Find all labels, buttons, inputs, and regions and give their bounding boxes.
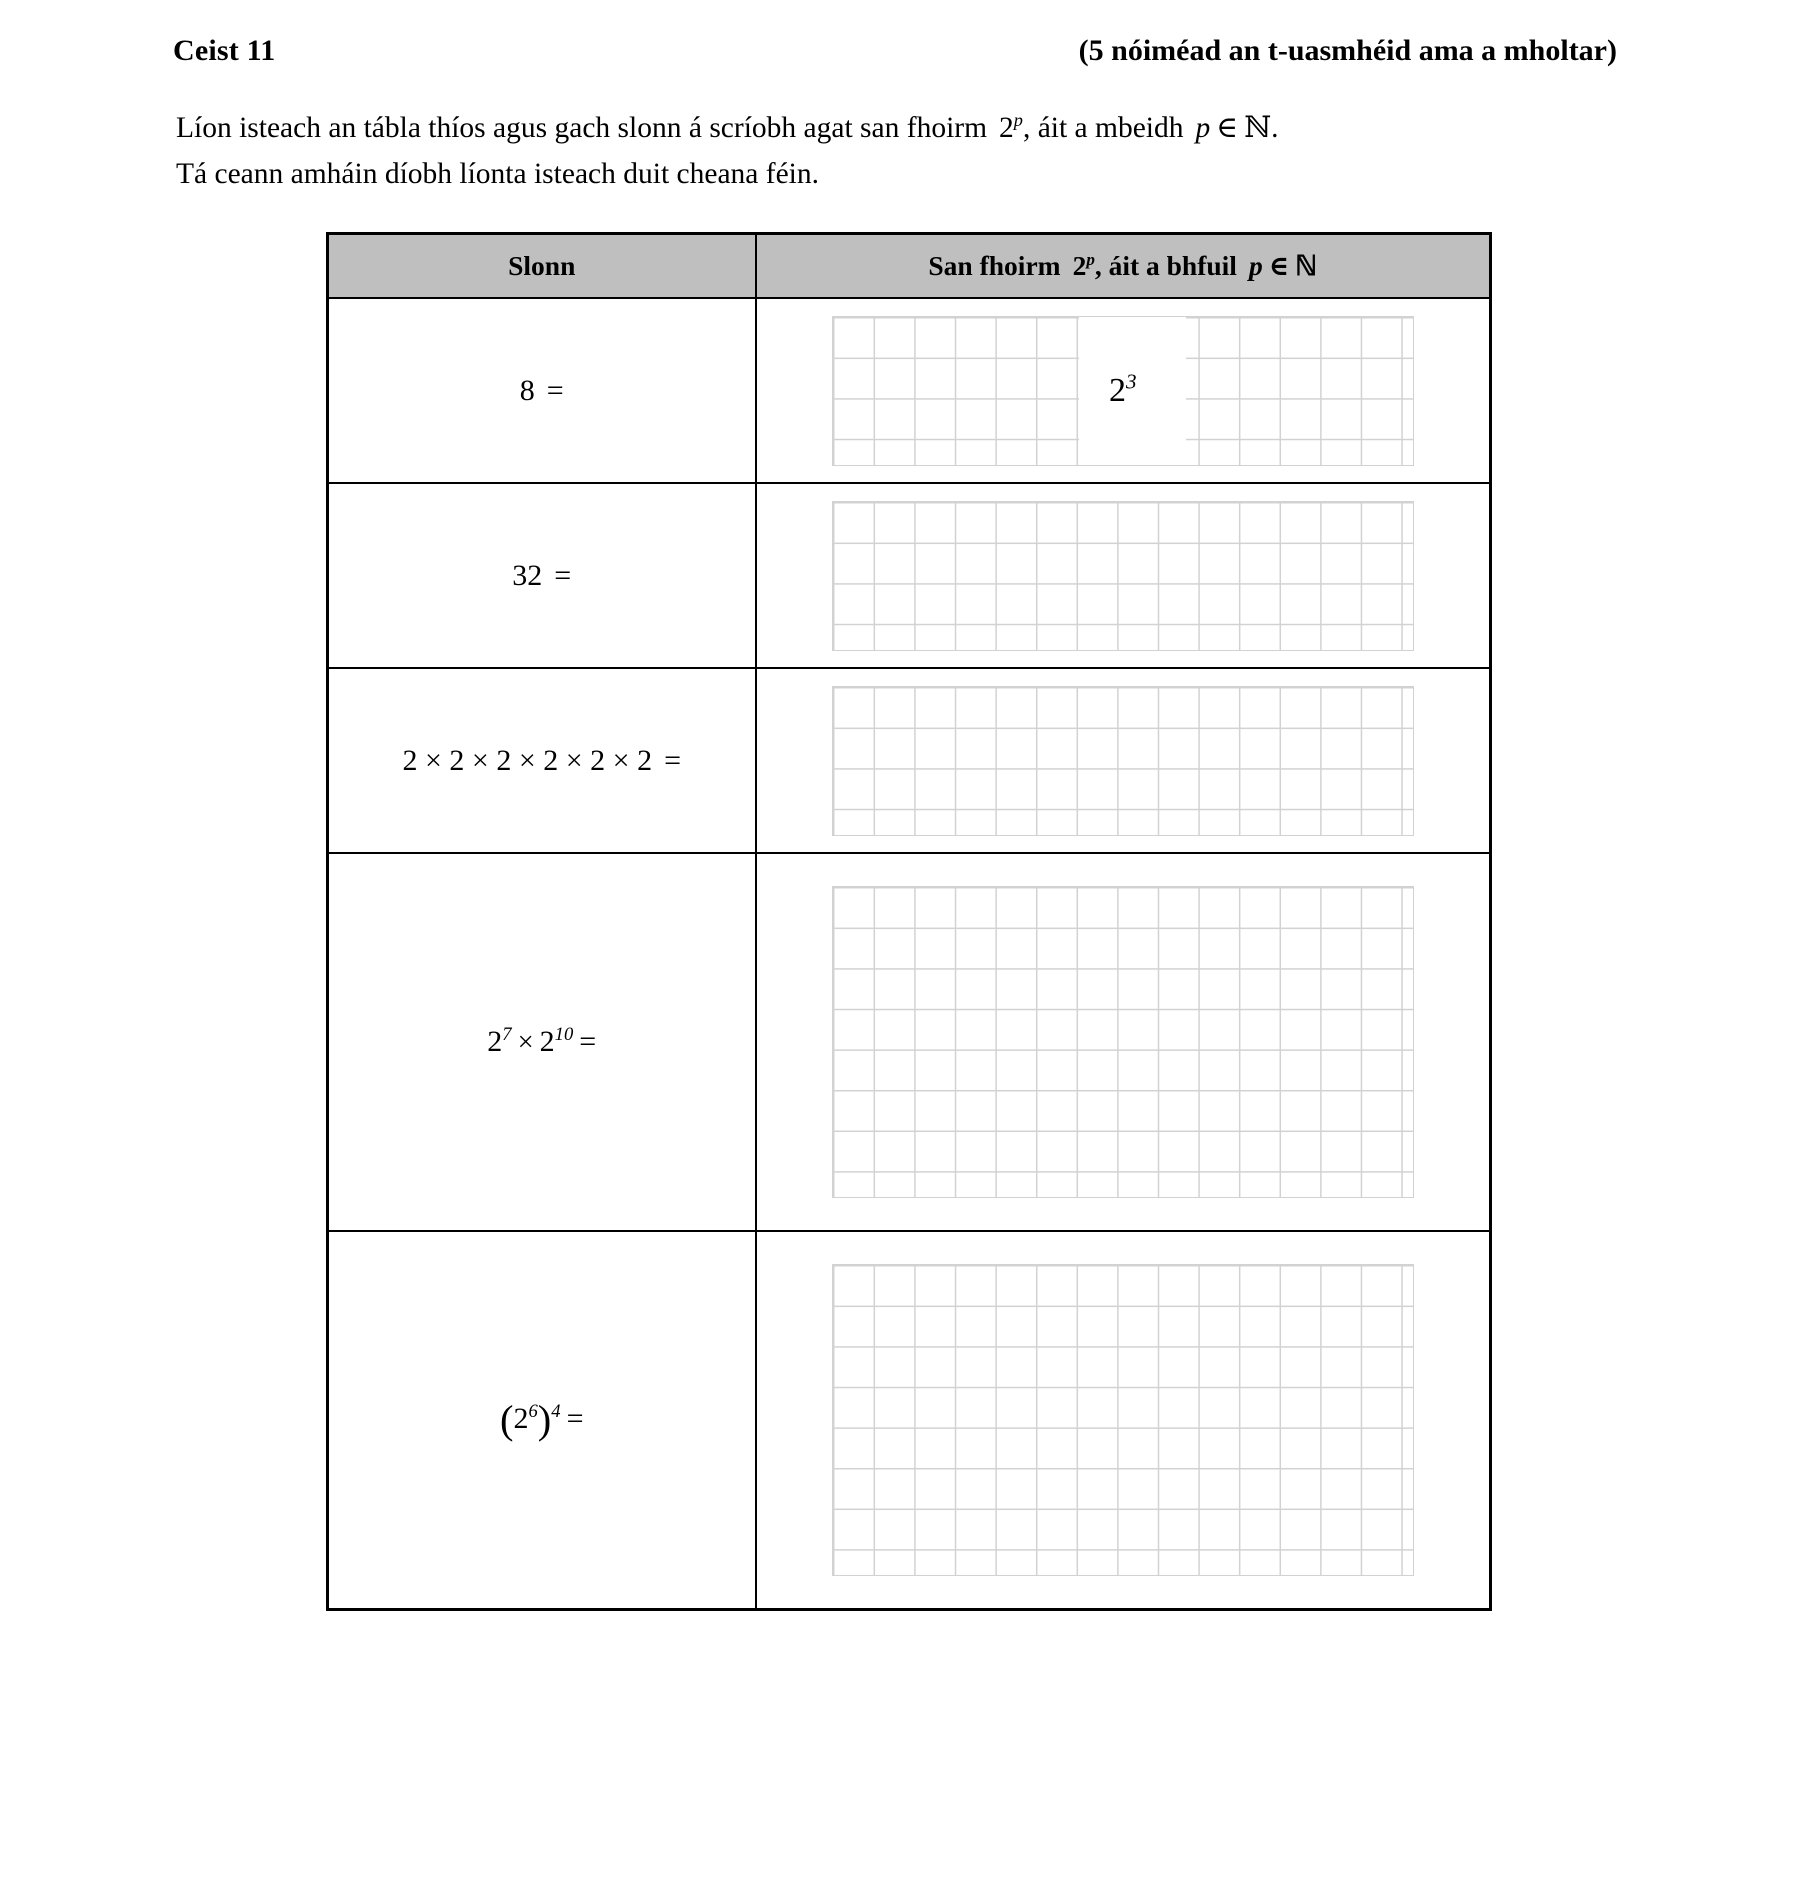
expression-cell-5 [328, 1231, 756, 1609]
table-header-form-base: 2 [1072, 250, 1087, 281]
expression-3-equals: = [664, 743, 682, 777]
expression-5-exponent-1: 6 [528, 1401, 538, 1423]
instruction-line-1-text-a: Líon isteach an tábla thíos agus gach slonn á scríobh agat san fhoirm [176, 112, 988, 144]
answer-grid-4[interactable] [832, 886, 1414, 1198]
table-header-form-text-b: , áit a bhfuil [1094, 250, 1237, 281]
expression-2-equals: = [554, 558, 572, 592]
answer-grid-2[interactable] [832, 501, 1414, 651]
table-row [328, 1231, 1491, 1609]
table-header-form-set-symbol: ℕ [1295, 250, 1318, 281]
expression-2-lead: 32 [512, 558, 543, 592]
expression-5-outer-exponent: 4 [551, 1401, 561, 1423]
instruction-line-1-text-b: , áit a mbeidh [1022, 112, 1184, 144]
expression-5-close-paren: ) [537, 1397, 552, 1443]
answer-1-exponent: 3 [1125, 369, 1137, 394]
table-header-form-text-a: San fhoirm [928, 250, 1061, 281]
expression-4-times: × [517, 1027, 534, 1058]
page-header [173, 34, 1645, 68]
expression-cell-1 [328, 298, 756, 483]
expression-cell-4 [328, 853, 756, 1231]
expression-3-lead: 2 × 2 × 2 × 2 × 2 × 2 [402, 743, 653, 777]
answer-table [326, 232, 1492, 1611]
table-row [328, 298, 1491, 483]
instructions [176, 105, 1596, 197]
instruction-variable: p [1195, 112, 1211, 144]
answer-table-wrapper [326, 232, 1489, 1611]
expression-4-exponent-1: 7 [502, 1024, 512, 1045]
expression-4-base-2: 2 [539, 1025, 555, 1058]
expression-4-base-1: 2 [487, 1025, 503, 1058]
expression-5-base-1: 2 [513, 1402, 529, 1436]
instruction-exponent: p [1013, 110, 1023, 131]
instruction-period: . [1271, 112, 1279, 144]
expression-cell-2 [328, 483, 756, 668]
answer-cell-1[interactable] [756, 298, 1491, 483]
answer-cell-3[interactable] [756, 668, 1491, 853]
answer-grid-1[interactable] [832, 316, 1414, 466]
instruction-line-2: Tá ceann amháin díobh líonta isteach duit cheana féin. [176, 158, 820, 190]
table-header-row [328, 234, 1491, 299]
answer-cell-4[interactable] [756, 853, 1491, 1231]
answer-cell-2[interactable] [756, 483, 1491, 668]
expression-4-exponent-2: 10 [554, 1024, 574, 1045]
answer-grid-5[interactable] [832, 1264, 1414, 1576]
table-header-form-variable: p [1248, 250, 1263, 281]
expression-5-open-paren: ( [499, 1397, 514, 1443]
table-row [328, 483, 1491, 668]
instruction-set-symbol: ℕ [1244, 112, 1272, 144]
expression-cell-3 [328, 668, 756, 853]
table-row [328, 853, 1491, 1231]
expression-1-lead: 8 [519, 373, 535, 407]
time-recommendation: (5 nóiméad an t-uasmhéid ama a mholtar) [1078, 34, 1617, 67]
question-label: Ceist 11 [173, 34, 276, 67]
expression-5-equals: = [566, 1402, 584, 1436]
answer-value-1 [833, 369, 1413, 410]
expression-1-equals: = [546, 373, 564, 407]
table-header-form [756, 234, 1491, 299]
table-header-form-member-symbol: ∈ [1268, 250, 1290, 281]
table-header-slonn: Slonn [328, 234, 756, 299]
instruction-base: 2 [999, 112, 1014, 144]
instruction-member-symbol: ∈ [1216, 112, 1239, 144]
instruction-line-1 [176, 105, 1596, 151]
answer-cell-5[interactable] [756, 1231, 1491, 1609]
table-header-form-exponent: p [1086, 249, 1095, 269]
expression-4-equals: = [579, 1025, 597, 1058]
table-row [328, 668, 1491, 853]
answer-1-base: 2 [1108, 371, 1126, 409]
answer-grid-3[interactable] [832, 686, 1414, 836]
